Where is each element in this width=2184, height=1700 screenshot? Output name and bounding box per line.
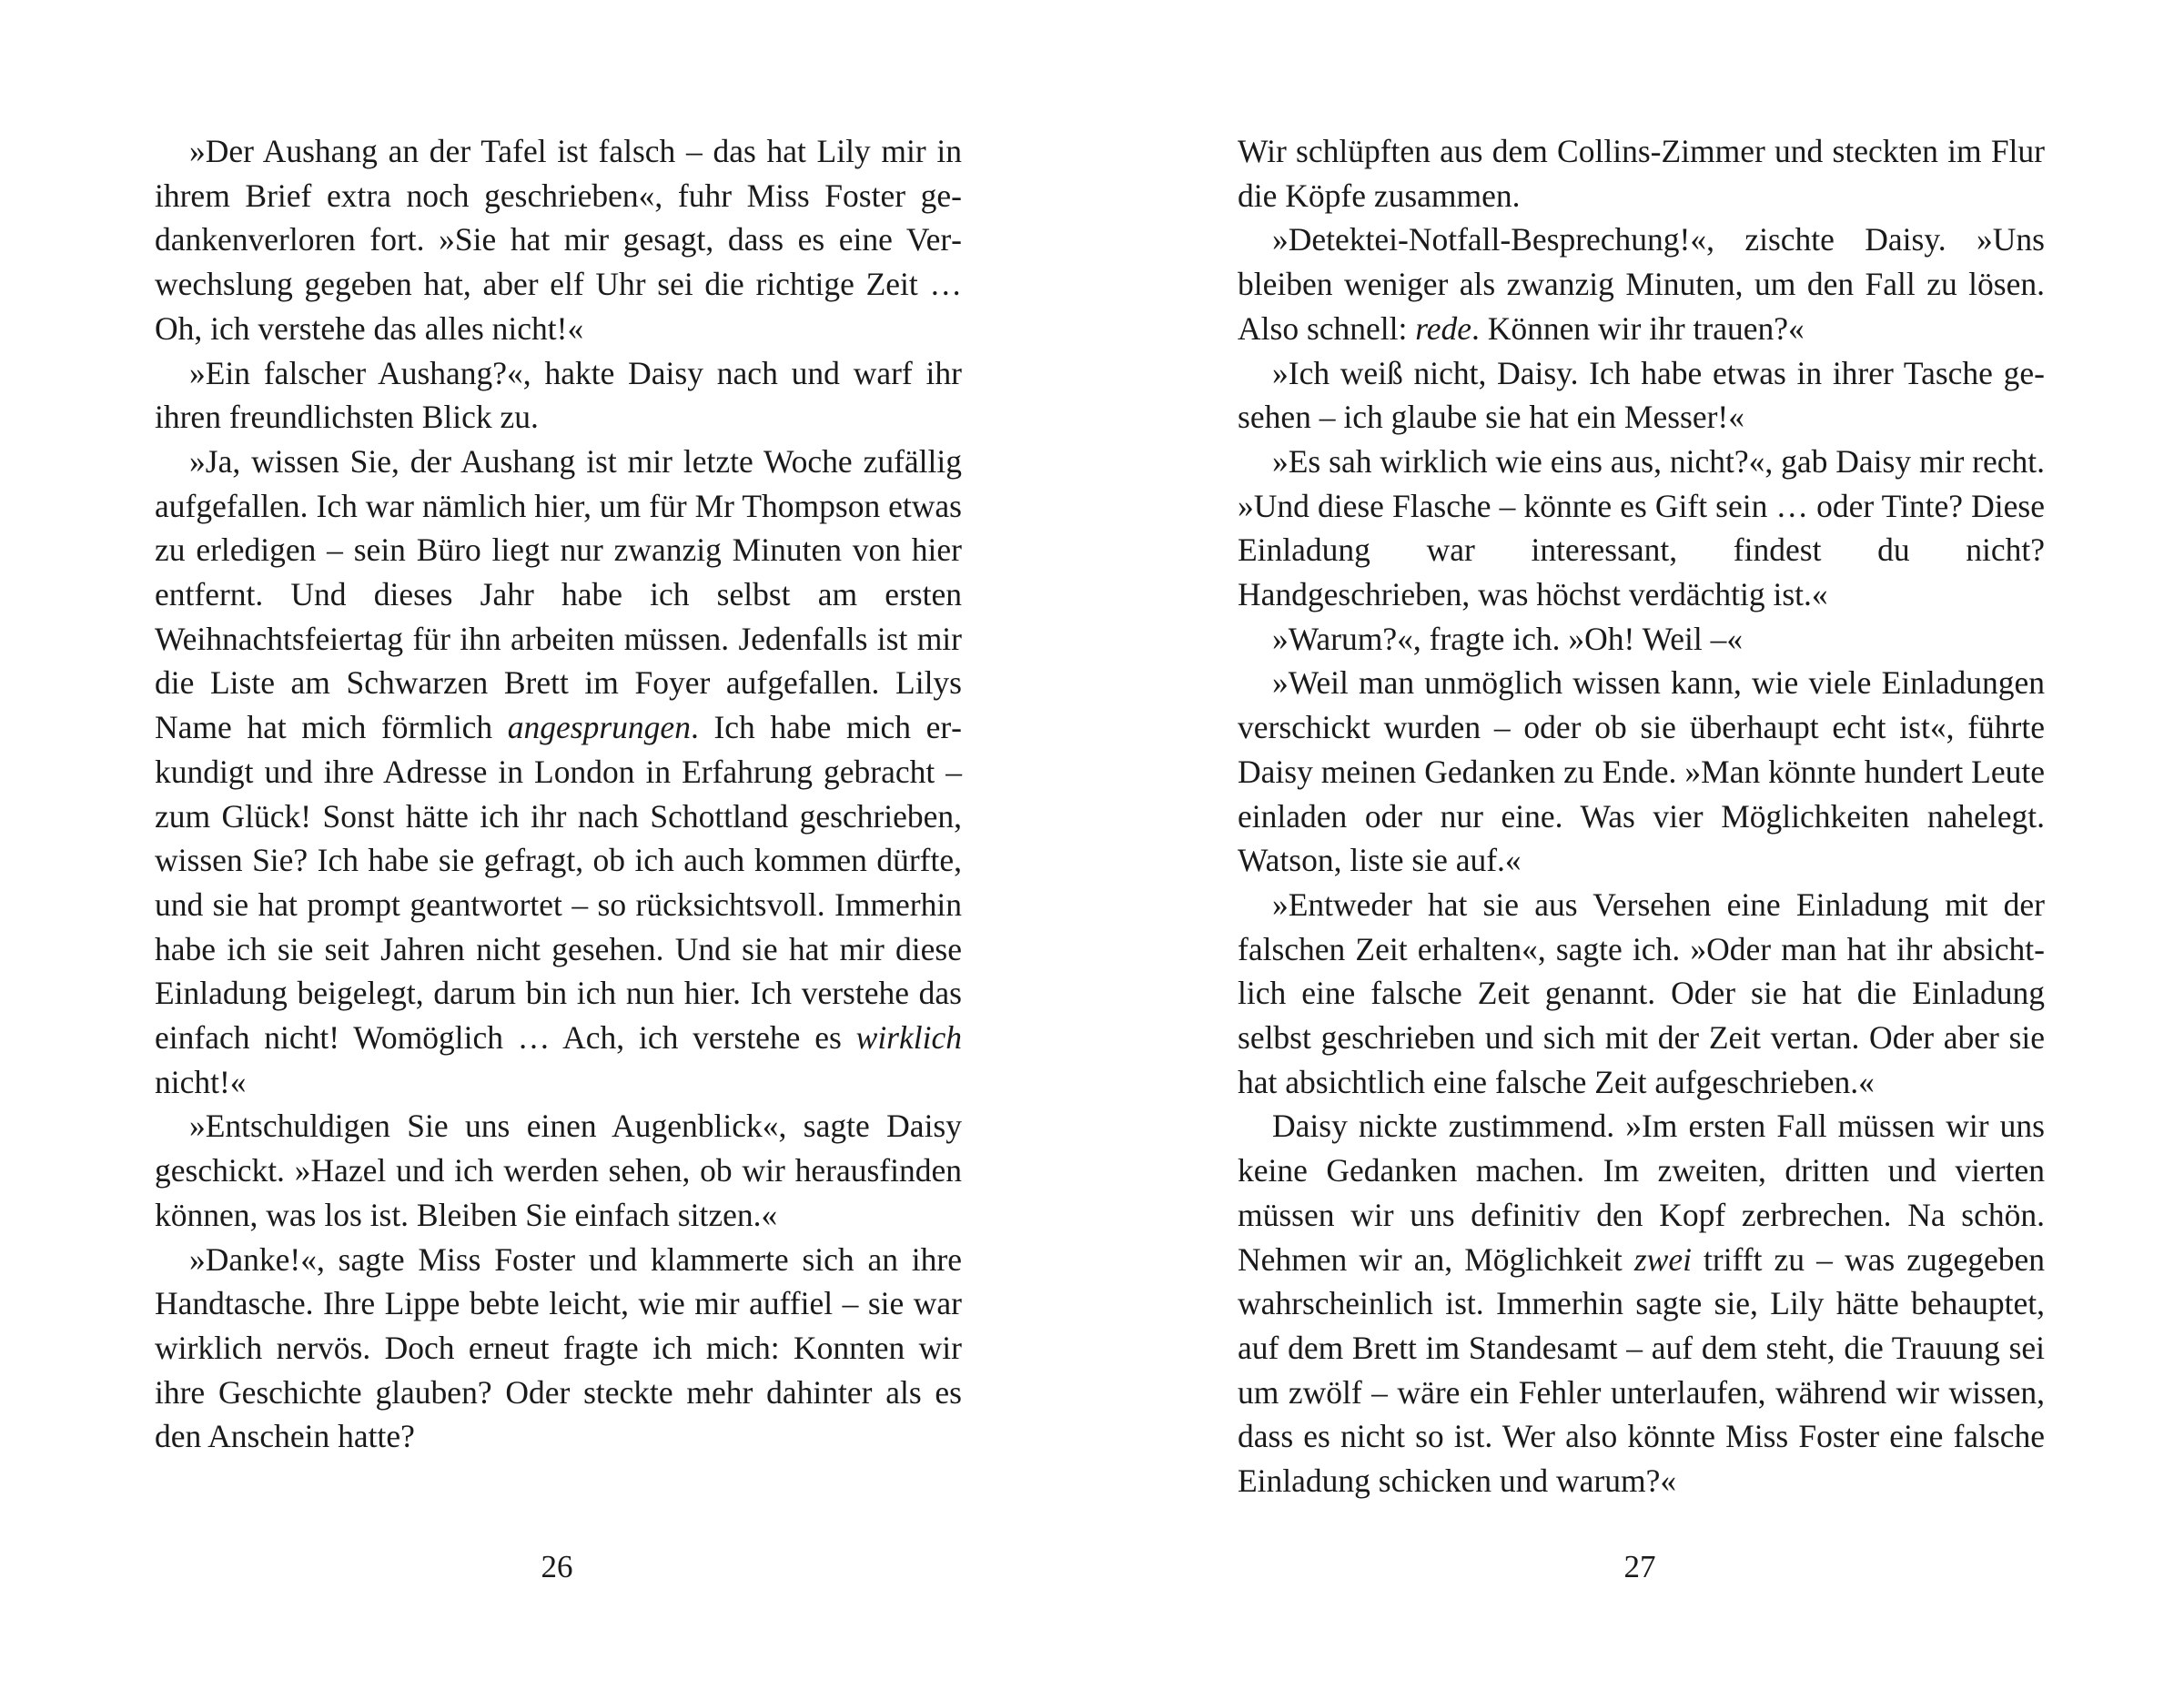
- right-page: [1092, 0, 2184, 1700]
- text-run: trifft zu – was zugegeben wahrscheinlich ist. Immerhin sagte sie, Lily hätte behauptet, auf dem Brett im Standesamt – auf dem steht, die Trauung sei um zwölf – wäre ein Fehler unterlaufen, während wir wissen, dass es nicht so ist. Wer also könnte Miss Foster eine falsche Einladung schicken und warum?«: [1238, 1240, 2046, 1500]
- paragraph: [155, 1238, 962, 1460]
- right-page-text: [1238, 129, 2045, 1503]
- text-run: »Ich weiß nicht, Daisy. Ich habe etwas in ihrer Tasche gesehen – ich glaube sie hat ein Messer!«: [1238, 354, 2045, 436]
- text-run: . Können wir ihr trauen?«: [1471, 309, 1805, 347]
- text-run: »Danke!«, sagte Miss Foster und klammerte sich an ihre Handtasche. Ihre Lippe bebte leicht, wie mir auffiel – sie war wirklich nervös. Doch erneut fragte ich mich: Konnten wir ihre Geschichte glauben? Oder steckte mehr dahinter als es den Anschein hatte?: [155, 1240, 962, 1455]
- paragraph: [155, 1104, 962, 1237]
- italic-emphasis: zwei: [1633, 1240, 1692, 1278]
- paragraph: [1238, 218, 2045, 350]
- paragraph: [155, 351, 962, 440]
- text-run: »Der Aushang an der Tafel ist falsch – das hat Lily mir in ihrem Brief extra noch geschrieben«, fuhr Miss Foster gedankenverloren fort. »Sie hat mir gesagt, dass es eine Verwechslung gegeben hat, aber elf Uhr sei die richtige Zeit … Oh, ich verstehe das alles nicht!«: [155, 133, 962, 347]
- text-run: »Entschuldigen Sie uns einen Augenblick«, sagte Daisy geschickt. »Hazel und ich werden sehen, ob wir herausfinden können, was los ist. Bleiben Sie einfach sitzen.«: [155, 1108, 962, 1233]
- text-run: »Entweder hat sie aus Versehen eine Einladung mit der falschen Zeit erhalten«, sagte ich. »Oder man hat ihr absichtlich eine falsche Zeit genannt. Oder sie hat die Einladung selbst geschrieben und sich mit der Zeit vertan. Oder aber sie hat absichtlich eine falsche Zeit aufgeschrieben.«: [1238, 885, 2045, 1100]
- text-run: . Ich habe mich erkundigt und ihre Adresse in London in Erfahrung gebracht – zum Glück! Sonst hätte ich ihr nach Schottland geschrieben, wissen Sie? Ich habe sie gefragt, ob ich auch kommen dürfte, und sie hat prompt geantwortet – so rücksichtsvoll. Immerhin habe ich sie seit Jahren nicht gesehen. Und sie hat mir diese Einladung beigelegt, darum bin ich nun hier. Ich verstehe das einfach nicht! Womöglich … Ach, ich verstehe es: [155, 709, 962, 1057]
- italic-emphasis: wirklich: [855, 1019, 962, 1057]
- paragraph: [155, 129, 962, 351]
- paragraph: [1238, 1104, 2045, 1503]
- text-run: »Detektei-Notfall-Besprechung!«, zischte Daisy. »Uns bleiben weniger als zwanzig Minuten, um den Fall zu lösen. Also schnell:: [1238, 221, 2045, 347]
- text-run: nicht!«: [155, 1063, 247, 1100]
- paragraph: [1238, 440, 2045, 617]
- paragraph: [155, 440, 962, 1105]
- text-run: »Es sah wirklich wie eins aus, nicht?«, gab Daisy mir recht. »Und diese Flasche – könnte es Gift sein … oder Tinte? Diese Einladung war interessant, findest du nicht? Handgeschrieben, was höchst verdächtig ist.«: [1238, 442, 2045, 613]
- paragraph: [1238, 351, 2045, 440]
- paragraph: [1238, 129, 2045, 218]
- italic-emphasis: rede: [1415, 309, 1471, 347]
- text-run: »Ja, wissen Sie, der Aushang ist mir letzte Woche zufällig aufgefallen. Ich war nämlich hier, um für Mr Thompson etwas zu erledigen – sein Büro liegt nur zwanzig Minuten von hier entfernt. Und dieses Jahr habe ich selbst am ersten Weihnachtsfeiertag für ihn arbeiten müssen. Jedenfalls ist mir die Liste am Schwarzen Brett im Foyer aufgefallen. Lilys Name hat mich förmlich: [155, 442, 962, 746]
- left-page-text: [155, 129, 962, 1459]
- paragraph: [1238, 617, 2045, 662]
- text-run: »Warum?«, fragte ich. »Oh! Weil –«: [1272, 620, 1744, 657]
- paragraph: [1238, 883, 2045, 1105]
- text-run: Wir schlüpften aus dem Collins-Zimmer und steckten im Flur die Köpfe zusammen.: [1238, 133, 2045, 214]
- text-run: »Weil man unmöglich wissen kann, wie viele Einladungen verschickt wurden – oder ob sie überhaupt echt ist«, führte Daisy meinen Gedanken zu Ende. »Man könnte hundert Leute einladen oder nur eine. Was vier Möglichkeiten nahelegt. Watson, liste sie auf.«: [1238, 664, 2045, 879]
- paragraph: [1238, 661, 2045, 883]
- text-run: »Ein falscher Aushang?«, hakte Daisy nach und warf ihr ihren freundlichsten Blick zu.: [155, 354, 962, 436]
- text-run: Daisy nickte zustimmend. »Im ersten Fall müssen wir uns keine Gedanken machen. Im zweiten, dritten und vierten müssen wir uns definitiv den Kopf zerbrechen. Na schön. Nehmen wir an, Möglichkeit: [1238, 1108, 2045, 1278]
- italic-emphasis: angesprungen: [507, 709, 691, 746]
- page-number-left: 26: [541, 1549, 573, 1584]
- page-number-right: 27: [1623, 1549, 1656, 1584]
